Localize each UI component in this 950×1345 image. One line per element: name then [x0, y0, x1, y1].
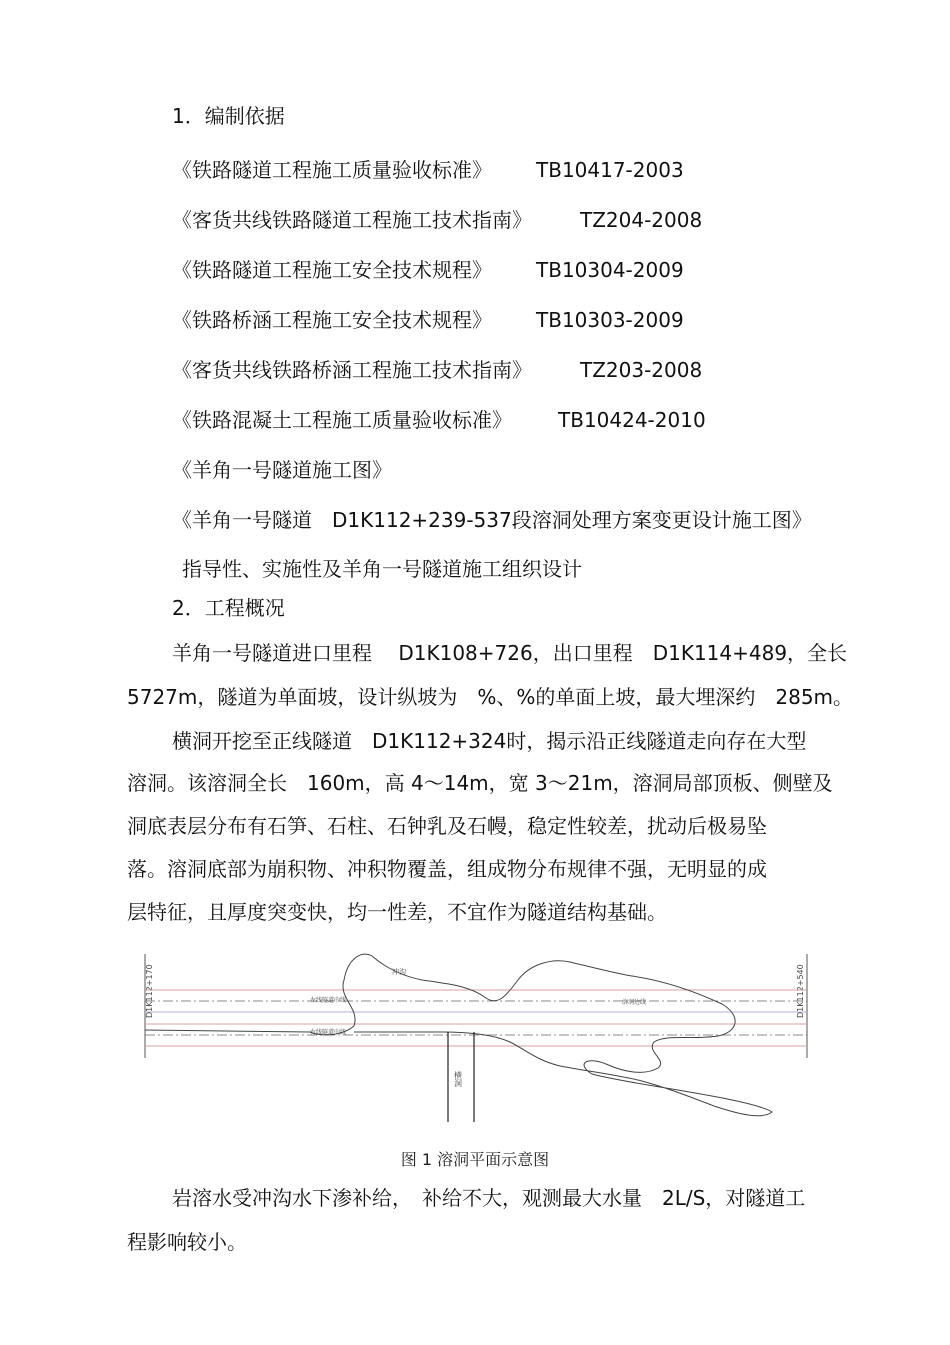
reference-title: 《铁路混凝土工程施工质量验收标准》: [172, 408, 512, 432]
reference-title: 《铁路桥涵工程施工安全技术规程》: [172, 308, 492, 332]
text-line: 横洞开挖至正线隧道 D1K112+324时，揭示沿正线隧道走向存在大型: [172, 729, 807, 753]
left-mileage-label: D1K112+170: [145, 964, 154, 1018]
reference-title: 《客货共线铁路桥涵工程施工技术指南》: [172, 358, 532, 382]
reference-title: 《铁路隧道工程施工质量验收标准》: [172, 158, 492, 182]
text-line: 岩溶水受冲沟水下渗补给， 补给不大，观测最大水量 2L/S，对隧道工: [172, 1186, 806, 1210]
right-line-label: 右线隧道中线: [310, 1029, 347, 1036]
right-mileage-label: D1K112+540: [796, 964, 805, 1018]
reference-item: 《羊角一号隧道施工图》: [172, 458, 392, 482]
reference-code: TB10304-2009: [536, 258, 684, 282]
reference-code: TB10303-2009: [536, 308, 684, 332]
reference-item: [172, 358, 703, 382]
text-line: 溶洞。该溶洞全长 160m，高 4～14m，宽 3～21m，溶洞局部顶板、侧壁及: [127, 771, 833, 795]
reference-item: 指导性、实施性及羊角一号隧道施工组织设计: [182, 557, 582, 581]
reference-item: 《羊角一号隧道 D1K112+239-537段溶洞处理方案变更设计施工图》: [172, 508, 812, 532]
reference-item: [172, 408, 706, 432]
section1-heading: 1．编制依据: [172, 104, 285, 128]
reference-item: [172, 258, 684, 282]
left-line-label: 左线隧道中线: [310, 997, 347, 1004]
adit-label: 横洞: [453, 1071, 463, 1087]
reference-code: TZ204-2008: [580, 208, 703, 232]
cave-edge-label: 溶洞边线: [622, 999, 647, 1006]
text-line: 程影响较小。: [127, 1230, 247, 1254]
text-line: 5727m，隧道为单面坡，设计纵坡为 %、%的单面上坡，最大埋深约 285m。: [127, 685, 854, 709]
reference-code: TB10424-2010: [558, 408, 706, 432]
reference-code: TZ203-2008: [580, 358, 703, 382]
cave-plan-figure: [140, 946, 810, 1126]
gully-label: 冲沟: [392, 968, 406, 976]
reference-item: [172, 308, 684, 332]
reference-code: TB10417-2003: [536, 158, 684, 182]
reference-item: [172, 208, 703, 232]
section2-heading: 2．工程概况: [172, 596, 285, 620]
text-line: 羊角一号隧道进口里程 D1K108+726，出口里程 D1K114+489，全长: [172, 641, 848, 665]
reference-title: 《客货共线铁路隧道工程施工技术指南》: [172, 208, 532, 232]
reference-title: 《铁路隧道工程施工安全技术规程》: [172, 258, 492, 282]
text-line: 洞底表层分布有石笋、石柱、石钟乳及石幔，稳定性较差，扰动后极易坠: [127, 814, 767, 838]
text-line: 层特征，且厚度突变快，均一性差，不宜作为隧道结构基础。: [127, 900, 667, 924]
reference-item: [172, 158, 684, 182]
text-line: 落。溶洞底部为崩积物、冲积物覆盖，组成物分布规律不强，无明显的成: [127, 857, 767, 881]
figure-caption: 图 1 溶洞平面示意图: [400, 1150, 550, 1169]
